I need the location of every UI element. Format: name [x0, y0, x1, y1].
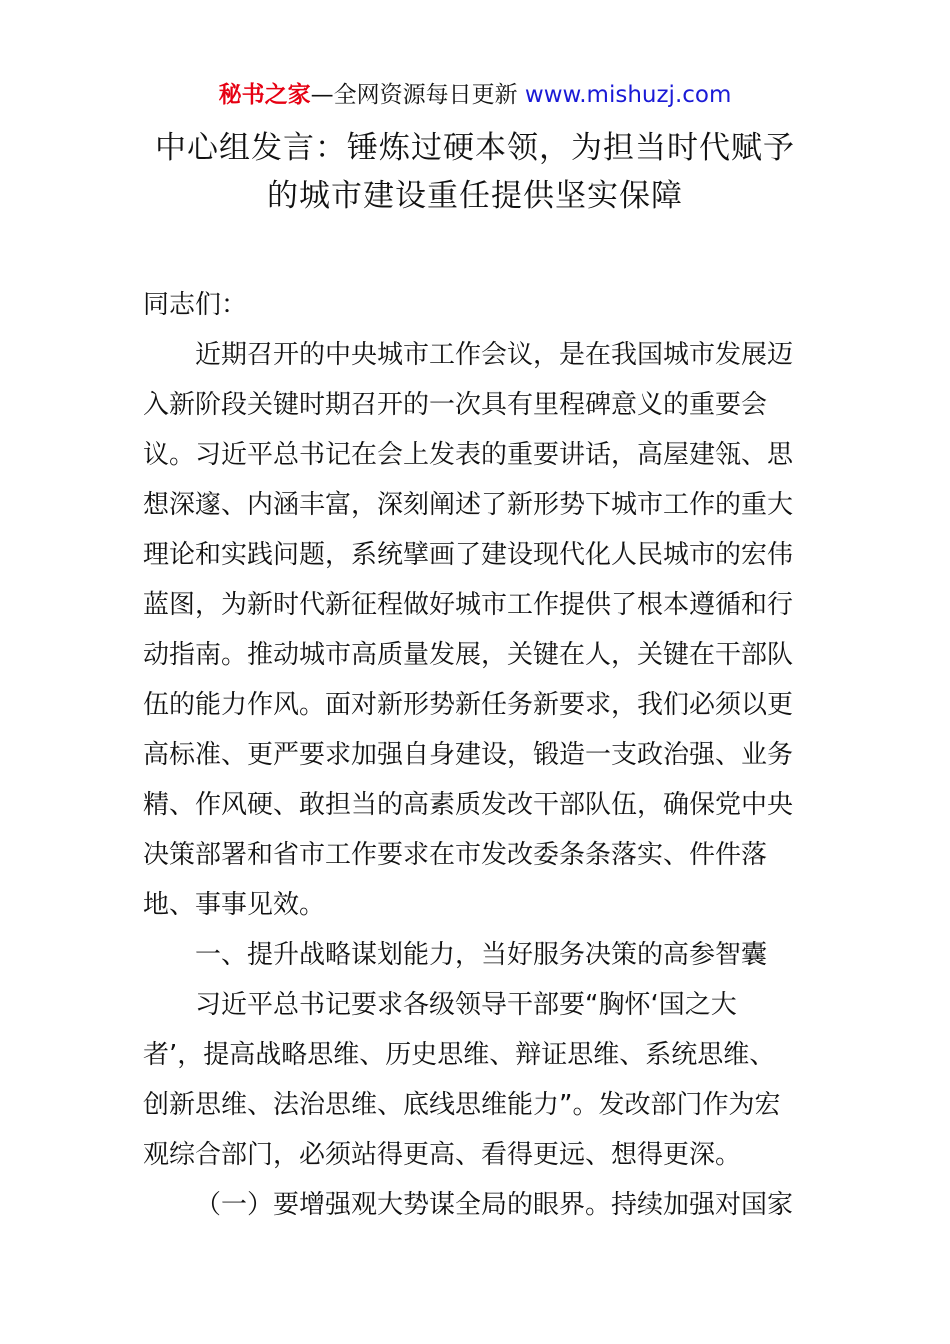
paragraph-line: 者’，提高战略思维、历史思维、辩证思维、系统思维、 [143, 1040, 776, 1070]
document-title-line-1: 中心组发言：锤炼过硬本领，为担当时代赋予 [155, 130, 795, 166]
paragraph-line: 观综合部门，必须站得更高、看得更远、想得更深。 [143, 1140, 742, 1170]
paragraph-line: 动指南。推动城市高质量发展，关键在人，关键在干部队 [143, 640, 794, 670]
paragraph-line: 伍的能力作风。面对新形势新任务新要求，我们必须以更 [143, 690, 794, 720]
paragraph-line: 议。习近平总书记在会上发表的重要讲话，高屋建瓴、思 [143, 440, 794, 470]
header-tagline: —全网资源每日更新 [310, 82, 525, 108]
paragraph-line: 入新阶段关键时期召开的一次具有里程碑意义的重要会 [143, 390, 768, 420]
salutation: 同志们： [143, 290, 248, 320]
document-title-line-2: 的城市建设重任提供坚实保障 [267, 178, 683, 214]
document-body [143, 280, 808, 1230]
paragraph-line: 创新思维、法治思维、底线思维能力”。发改部门作为宏 [143, 1090, 781, 1120]
paragraph-line: （一）要增强观大势谋全局的眼界。持续加强对国家 [195, 1190, 794, 1220]
site-url-link[interactable]: www.mishuzj.com [524, 82, 732, 108]
paragraph-line: 想深邃、内涵丰富，深刻阐述了新形势下城市工作的重大 [143, 490, 794, 520]
section-heading: 一、提升战略谋划能力，当好服务决策的高参智囊 [195, 940, 768, 970]
paragraph-line: 高标准、更严要求加强自身建设，锻造一支政治强、业务 [143, 740, 794, 770]
paragraph-line: 精、作风硬、敢担当的高素质发改干部队伍，确保党中央 [143, 790, 794, 820]
paragraph-line: 近期召开的中央城市工作会议，是在我国城市发展迈 [195, 340, 794, 370]
paragraph-line: 理论和实践问题，系统擘画了建设现代化人民城市的宏伟 [143, 540, 794, 570]
paragraph-line: 地、事事见效。 [143, 890, 326, 920]
paragraph-line: 决策部署和省市工作要求在市发改委条条落实、件件落 [143, 840, 768, 870]
paragraph-line: 蓝图，为新时代新征程做好城市工作提供了根本遵循和行 [143, 590, 794, 620]
paragraph-line: 习近平总书记要求各级领导干部要“胸怀‘国之大 [195, 990, 737, 1020]
site-header [0, 78, 950, 112]
brand-name: 秘书之家 [218, 82, 311, 108]
